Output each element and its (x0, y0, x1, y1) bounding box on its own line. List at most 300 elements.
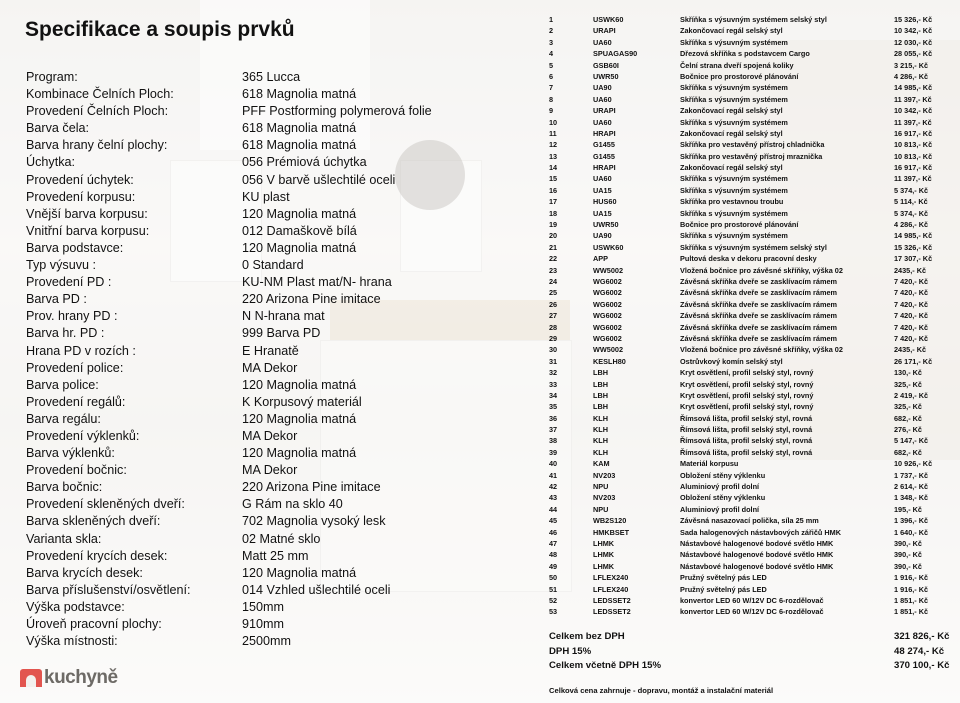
table-row (549, 219, 959, 230)
item-description: Sada halogenových nástavbových zářičů HMK (680, 527, 841, 537)
item-code: KLH (593, 436, 608, 446)
item-code: LFLEX240 (593, 584, 629, 594)
spec-row (26, 137, 546, 154)
item-description: Římsová lišta, profil selský styl, rovná (680, 447, 813, 457)
item-description: Vložená bočnice pro závěsné skříňky, výška 02 (680, 265, 843, 275)
spec-value: MA Dekor (242, 428, 298, 443)
item-number: 32 (549, 368, 558, 378)
item-number: 50 (549, 573, 558, 583)
spec-row (26, 172, 546, 189)
item-number: 21 (549, 242, 558, 252)
spec-row (26, 257, 546, 274)
spec-label: Úroveň pracovní plochy: (26, 617, 162, 631)
item-code: USWK60 (593, 242, 624, 252)
item-price: 28 055,- Kč (894, 49, 933, 59)
item-price: 16 917,- Kč (894, 128, 933, 138)
spec-row (26, 496, 546, 513)
item-price: 16 917,- Kč (894, 163, 933, 173)
item-description: Vložená bočnice pro závěsné skříňky, výška 02 (680, 345, 843, 355)
total-value: 370 100,- Kč (894, 660, 950, 671)
item-price: 1 640,- Kč (894, 527, 929, 537)
spec-value: E Hranatě (242, 343, 299, 358)
table-row (549, 151, 959, 162)
item-price: 195,- Kč (894, 504, 922, 514)
item-price: 17 307,- Kč (894, 254, 933, 264)
item-description: Skříňka s výsuvným systémem (680, 185, 788, 195)
spec-row (26, 599, 546, 616)
item-number: 40 (549, 459, 558, 469)
spec-value: 365 Lucca (242, 70, 301, 84)
item-description: Obložení stěny výklenku (680, 493, 766, 503)
item-price: 26 171,- Kč (894, 356, 933, 366)
item-code: NV203 (593, 493, 616, 503)
spec-label: Vnější barva korpusu: (26, 206, 148, 221)
item-number: 33 (549, 379, 558, 389)
table-row (549, 14, 959, 25)
spec-label: Hrana PD v rozích : (26, 343, 136, 358)
item-code: LBH (593, 390, 608, 400)
spec-label: Provedení Čelních Ploch: (26, 104, 169, 119)
item-description: Kryt osvětlení, profil selský styl, rovný (680, 390, 814, 400)
item-description: Skříňka s výsuvným systémem (680, 83, 788, 93)
spec-value: K Korpusový materiál (242, 394, 362, 409)
spec-row (26, 69, 546, 86)
spec-row (26, 582, 546, 599)
table-row (549, 208, 959, 219)
item-number: 45 (549, 516, 558, 526)
spec-row (26, 120, 546, 137)
spec-label: Provedení regálů: (26, 394, 126, 409)
table-row (549, 413, 959, 424)
item-number: 30 (549, 345, 558, 355)
item-number: 5 (549, 60, 554, 70)
item-description: Římsová lišta, profil selský styl, rovná (680, 436, 813, 446)
item-number: 38 (549, 436, 558, 446)
item-price: 7 420,- Kč (894, 311, 929, 321)
spec-label: Úchytka: (26, 155, 75, 170)
table-row (549, 367, 959, 378)
table-row (549, 481, 959, 492)
item-number: 48 (549, 550, 558, 560)
spec-value: 618 Magnolia matná (242, 121, 357, 136)
table-row (549, 105, 959, 116)
item-number: 20 (549, 231, 558, 241)
spec-label: Barva regálu: (26, 411, 101, 426)
item-number: 42 (549, 482, 558, 492)
item-code: HUS60 (593, 197, 617, 207)
table-row (549, 470, 959, 481)
table-row (549, 276, 959, 287)
spec-value: 014 Vzhled ušlechtilé oceli (242, 582, 391, 597)
table-row (549, 287, 959, 298)
table-row (549, 48, 959, 59)
item-code: G1455 (593, 151, 615, 161)
item-price: 14 985,- Kč (894, 231, 933, 241)
item-code: LEDSSET2 (593, 595, 631, 605)
table-row (549, 230, 959, 241)
item-price: 2435,- Kč (894, 345, 927, 355)
item-description: Ostrůvkový komín selský styl (680, 356, 783, 366)
item-price: 682,- Kč (894, 413, 922, 423)
spec-value: 0 Standard (242, 258, 304, 273)
spec-row (26, 513, 546, 530)
total-row (549, 645, 959, 660)
item-description: Skříňka s výsuvným systémem (680, 94, 788, 104)
item-number: 3 (549, 37, 554, 47)
item-description: Pružný světelný pás LED (680, 573, 767, 583)
item-price: 682,- Kč (894, 447, 922, 457)
spec-row (26, 445, 546, 462)
item-number: 14 (549, 163, 558, 173)
table-row (549, 344, 959, 355)
table-row (549, 424, 959, 435)
table-row (549, 173, 959, 184)
item-description: Materiál korpusu (680, 459, 739, 469)
item-price: 1 851,- Kč (894, 595, 929, 605)
item-price: 7 420,- Kč (894, 276, 929, 286)
table-row (549, 584, 959, 595)
item-code: KLH (593, 447, 608, 457)
spec-label: Barva hr. PD : (26, 326, 105, 341)
item-number: 7 (549, 83, 554, 93)
spec-label: Program: (26, 70, 78, 84)
item-code: G1455 (593, 140, 615, 150)
spec-row (26, 411, 546, 428)
spec-row (26, 616, 546, 633)
spec-label: Barva čela: (26, 121, 89, 136)
items-table (549, 14, 959, 618)
price-note: Celková cena zahrnuje - dopravu, montáž a instalační materiál (549, 686, 774, 695)
spec-value: 056 V barvě ušlechtilé oceli (242, 172, 396, 187)
item-description: Aluminiový profil dolní (680, 482, 760, 492)
item-number: 25 (549, 288, 558, 298)
table-row (549, 82, 959, 93)
spec-label: Provedení police: (26, 360, 124, 375)
page-title: Specifikace a soupis prvků (25, 18, 295, 41)
item-number: 36 (549, 413, 558, 423)
spec-value: 910mm (242, 617, 284, 631)
item-code: KESLH80 (593, 356, 626, 366)
logo-text: kuchyně (44, 667, 118, 688)
spec-label: Provedení bočnic: (26, 463, 127, 478)
item-code: UA60 (593, 37, 612, 47)
table-row (549, 60, 959, 71)
spec-value: MA Dekor (242, 360, 298, 375)
table-row (549, 515, 959, 526)
total-label: DPH 15% (549, 645, 592, 657)
item-code: HMKBSET (593, 527, 630, 537)
item-number: 22 (549, 254, 558, 264)
item-description: Závěsná skříňka dveře se zasklívacím rámem (680, 311, 837, 321)
item-number: 41 (549, 470, 558, 480)
item-number: 47 (549, 538, 558, 548)
item-description: Kryt osvětlení, profil selský styl, rovný (680, 368, 814, 378)
item-description: Závěsná skříňka dveře se zasklívacím rámem (680, 333, 837, 343)
item-description: Závěsná skříňka dveře se zasklívacím rámem (680, 299, 837, 309)
item-code: USWK60 (593, 15, 624, 24)
item-description: Pultová deska v dekoru pracovní desky (680, 254, 817, 264)
item-price: 1 916,- Kč (894, 573, 929, 583)
item-price: 390,- Kč (894, 538, 922, 548)
item-description: Závěsná skříňka dveře se zasklívacím rámem (680, 322, 837, 332)
item-code: NPU (593, 482, 609, 492)
item-price: 2 614,- Kč (894, 482, 929, 492)
item-description: Čelní strana dveří spojená koliky (680, 60, 794, 70)
item-price: 1 348,- Kč (894, 493, 929, 503)
spec-label: Barva výklenků: (26, 446, 115, 461)
item-number: 37 (549, 425, 558, 435)
table-row (549, 447, 959, 458)
item-price: 5 147,- Kč (894, 436, 929, 446)
item-number: 16 (549, 185, 558, 195)
spec-label: Provedení korpusu: (26, 189, 136, 204)
item-code: URAPI (593, 106, 616, 116)
item-code: LHMK (593, 550, 615, 560)
item-price: 2 419,- Kč (894, 390, 929, 400)
total-label: Celkem včetně DPH 15% (549, 660, 661, 671)
spec-row (26, 103, 546, 120)
spec-value: 999 Barva PD (242, 326, 321, 341)
item-number: 34 (549, 390, 558, 400)
item-code: URAPI (593, 26, 616, 36)
spec-value: 012 Damaškově bílá (242, 223, 357, 238)
table-row (549, 379, 959, 390)
table-row (549, 25, 959, 36)
spec-value: KU plast (242, 189, 290, 204)
item-price: 10 342,- Kč (894, 26, 933, 36)
spec-row (26, 86, 546, 103)
brand-logo (20, 667, 118, 689)
item-description: Kryt osvětlení, profil selský styl, rovný (680, 379, 814, 389)
item-number: 44 (549, 504, 558, 514)
item-description: Závěsná nasazovací polička, síla 25 mm (680, 516, 819, 526)
item-number: 1 (549, 15, 554, 24)
item-code: LBH (593, 402, 608, 412)
item-price: 10 813,- Kč (894, 140, 933, 150)
totals-block (549, 630, 959, 674)
table-row (549, 606, 959, 617)
table-row (549, 196, 959, 207)
item-code: LFLEX240 (593, 573, 629, 583)
item-description: konvertor LED 60 W/12V DC 6-rozdělovač (680, 595, 824, 605)
item-number: 35 (549, 402, 558, 412)
spec-label: Barva podstavce: (26, 240, 124, 255)
item-description: Pružný světelný pás LED (680, 584, 767, 594)
item-description: Zakončovací regál selský styl (680, 106, 783, 116)
item-number: 17 (549, 197, 558, 207)
spec-label: Prov. hrany PD : (26, 309, 118, 324)
item-number: 18 (549, 208, 558, 218)
table-row (549, 253, 959, 264)
table-row (549, 333, 959, 344)
spec-row (26, 394, 546, 411)
spec-row (26, 428, 546, 445)
item-code: WB2S120 (593, 516, 627, 526)
item-code: WG6002 (593, 311, 622, 321)
spec-label: Barva bočnic: (26, 480, 103, 495)
table-row (549, 561, 959, 572)
spec-row (26, 343, 546, 360)
spec-value: 702 Magnolia vysoký lesk (242, 514, 386, 529)
item-price: 15 326,- Kč (894, 242, 933, 252)
spec-value: 056 Prémiová úchytka (242, 155, 367, 170)
item-code: WW5002 (593, 265, 624, 275)
item-description: Skříňka pro vestavěný přístroj chladnička (680, 140, 825, 150)
table-row (549, 310, 959, 321)
item-description: Nástavbové halogenové bodové světlo HMK (680, 550, 834, 560)
item-description: Skříňka s výsuvným systémem (680, 117, 788, 127)
item-description: Skříňka s výsuvným systémem selský styl (680, 15, 827, 24)
item-code: LBH (593, 368, 608, 378)
spec-row (26, 223, 546, 240)
table-row (549, 504, 959, 515)
spec-label: Barva hrany čelní plochy: (26, 138, 168, 153)
logo-mark-icon (20, 669, 42, 687)
item-code: WG6002 (593, 288, 622, 298)
item-description: Skříňka s výsuvným systémem (680, 37, 788, 47)
item-price: 7 420,- Kč (894, 299, 929, 309)
spec-value: 220 Arizona Pine imitace (242, 292, 381, 307)
item-description: Bočnice pro prostorové plánování (680, 220, 799, 230)
spec-row (26, 462, 546, 479)
item-number: 15 (549, 174, 558, 184)
item-description: Skříňka s výsuvným systémem (680, 208, 788, 218)
table-row (549, 71, 959, 82)
item-number: 6 (549, 71, 554, 81)
spec-row (26, 154, 546, 171)
item-code: UWR50 (593, 71, 619, 81)
table-row (549, 139, 959, 150)
item-description: Dřezová skříňka s podstavcem Cargo (680, 49, 810, 59)
item-description: Kryt osvětlení, profil selský styl, rovný (680, 402, 814, 412)
item-number: 29 (549, 333, 558, 343)
spec-label: Provedení PD : (26, 275, 112, 290)
spec-row (26, 633, 546, 650)
spec-row (26, 240, 546, 257)
spec-value: 120 Magnolia matná (242, 377, 357, 392)
item-price: 11 397,- Kč (894, 94, 932, 104)
item-description: Skříňka pro vestavnou troubu (680, 197, 784, 207)
item-code: UA60 (593, 174, 612, 184)
specification-list (26, 69, 546, 650)
item-description: Nástavbové halogenové bodové světlo HMK (680, 538, 834, 548)
item-price: 5 374,- Kč (894, 208, 929, 218)
item-code: KLH (593, 413, 608, 423)
item-code: UWR50 (593, 220, 619, 230)
item-code: WW5002 (593, 345, 624, 355)
total-label: Celkem bez DPH (549, 631, 625, 642)
spec-row (26, 325, 546, 342)
item-code: UA60 (593, 117, 612, 127)
total-value: 48 274,- Kč (894, 645, 945, 657)
table-row (549, 390, 959, 401)
item-price: 325,- Kč (894, 402, 922, 412)
item-number: 39 (549, 447, 558, 457)
spec-value: PFF Postforming polymerová folie (242, 104, 432, 119)
item-description: Zakončovací regál selský styl (680, 163, 783, 173)
item-code: GSB60I (593, 60, 619, 70)
item-number: 4 (549, 49, 554, 59)
spec-value: 150mm (242, 599, 284, 614)
total-row (549, 630, 959, 645)
item-number: 11 (549, 128, 557, 138)
item-code: LHMK (593, 561, 615, 571)
spec-value: 2500mm (242, 634, 291, 649)
item-price: 3 215,- Kč (894, 60, 929, 70)
item-price: 7 420,- Kč (894, 333, 929, 343)
spec-label: Barva police: (26, 377, 99, 392)
item-description: Zakončovací regál selský styl (680, 26, 783, 36)
item-code: UA90 (593, 83, 612, 93)
table-row (549, 572, 959, 583)
spec-row (26, 308, 546, 325)
spec-label: Varianta skla: (26, 531, 102, 546)
spec-value: G Rám na sklo 40 (242, 497, 343, 512)
spec-value: 618 Magnolia matná (242, 87, 357, 102)
table-row (549, 242, 959, 253)
table-row (549, 37, 959, 48)
item-price: 130,- Kč (894, 368, 922, 378)
item-price: 1 396,- Kč (894, 516, 929, 526)
spec-row (26, 206, 546, 223)
spec-value: 120 Magnolia matná (242, 446, 357, 461)
item-code: UA60 (593, 94, 612, 104)
item-number: 46 (549, 527, 558, 537)
total-value: 321 826,- Kč (894, 631, 950, 642)
item-code: HRAPI (593, 163, 616, 173)
item-number: 10 (549, 117, 558, 127)
item-price: 2435,- Kč (894, 265, 927, 275)
item-price: 1 851,- Kč (894, 607, 929, 617)
table-row (549, 595, 959, 606)
item-number: 19 (549, 220, 558, 230)
item-description: Skříňka pro vestavěný přístroj mraznička (680, 151, 823, 161)
item-code: KLH (593, 425, 608, 435)
item-code: UA15 (593, 208, 612, 218)
item-price: 7 420,- Kč (894, 288, 929, 298)
table-row (549, 435, 959, 446)
spec-value: MA Dekor (242, 463, 298, 478)
table-row (549, 117, 959, 128)
item-code: WG6002 (593, 276, 622, 286)
item-code: APP (593, 254, 609, 264)
spec-value: 618 Magnolia matná (242, 138, 357, 153)
item-number: 43 (549, 493, 558, 503)
spec-label: Výška místnosti: (26, 634, 118, 649)
table-row (549, 401, 959, 412)
item-number: 9 (549, 106, 554, 116)
item-number: 24 (549, 276, 558, 286)
item-description: Bočnice pro prostorové plánování (680, 71, 799, 81)
item-number: 28 (549, 322, 558, 332)
item-price: 10 813,- Kč (894, 151, 933, 161)
spec-value: 120 Magnolia matná (242, 240, 357, 255)
table-row (549, 162, 959, 173)
item-description: Skříňka s výsuvným systémem (680, 174, 788, 184)
item-price: 14 985,- Kč (894, 83, 933, 93)
item-description: Zakončovací regál selský styl (680, 128, 783, 138)
item-price: 4 286,- Kč (894, 220, 929, 230)
item-description: konvertor LED 60 W/12V DC 6-rozdělovač (680, 607, 824, 617)
spec-label: Výška podstavce: (26, 599, 125, 614)
item-price: 1 916,- Kč (894, 584, 929, 594)
item-description: Římsová lišta, profil selský styl, rovná (680, 413, 813, 423)
spec-row (26, 360, 546, 377)
item-description: Skříňka s výsuvným systémem (680, 231, 788, 241)
item-number: 26 (549, 299, 558, 309)
item-code: UA15 (593, 185, 612, 195)
spec-value: N N-hrana mat (242, 309, 325, 324)
